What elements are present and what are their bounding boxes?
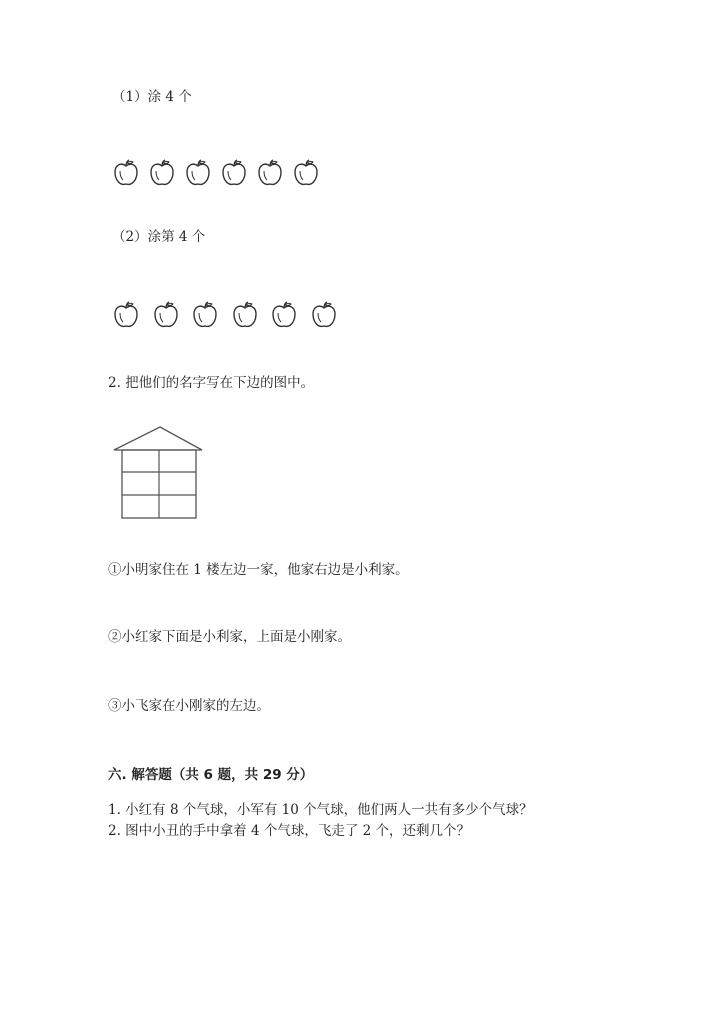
apple-icon — [310, 300, 338, 330]
apple-icon — [256, 158, 284, 188]
house-grid-icon — [110, 424, 206, 520]
apple-icon — [292, 158, 320, 188]
apple-icon — [152, 300, 180, 330]
apple-icon — [220, 158, 248, 188]
apple-icon — [270, 300, 298, 330]
question-2-title: 2. 把他们的名字写在下边的图中。 — [108, 375, 315, 391]
apple-row-1 — [112, 158, 332, 192]
sub-question-2-label: （2）涂第 4 个 — [112, 229, 206, 245]
clue-2: ②小红家下面是小利家，上面是小刚家。 — [108, 629, 351, 645]
apple-icon — [112, 300, 140, 330]
apple-icon — [112, 158, 140, 188]
apple-icon — [184, 158, 212, 188]
problem-1: 1. 小红有 8 个气球，小军有 10 个气球，他们两人一共有多少个气球？ — [108, 802, 533, 818]
problem-2: 2. 图中小丑的手中拿着 4 个气球，飞走了 2 个，还剩几个？ — [108, 823, 471, 839]
sub-question-1-label: （1）涂 4 个 — [112, 89, 192, 105]
apple-icon — [148, 158, 176, 188]
clue-1: ①小明家住在 1 楼左边一家，他家右边是小利家。 — [108, 562, 409, 578]
section-6-heading: 六. 解答题（共 6 题，共 29 分） — [108, 767, 314, 783]
clue-3: ③小飞家在小刚家的左边。 — [108, 698, 270, 714]
apple-icon — [191, 300, 219, 330]
apple-icon — [231, 300, 259, 330]
apple-row-2 — [112, 300, 352, 334]
